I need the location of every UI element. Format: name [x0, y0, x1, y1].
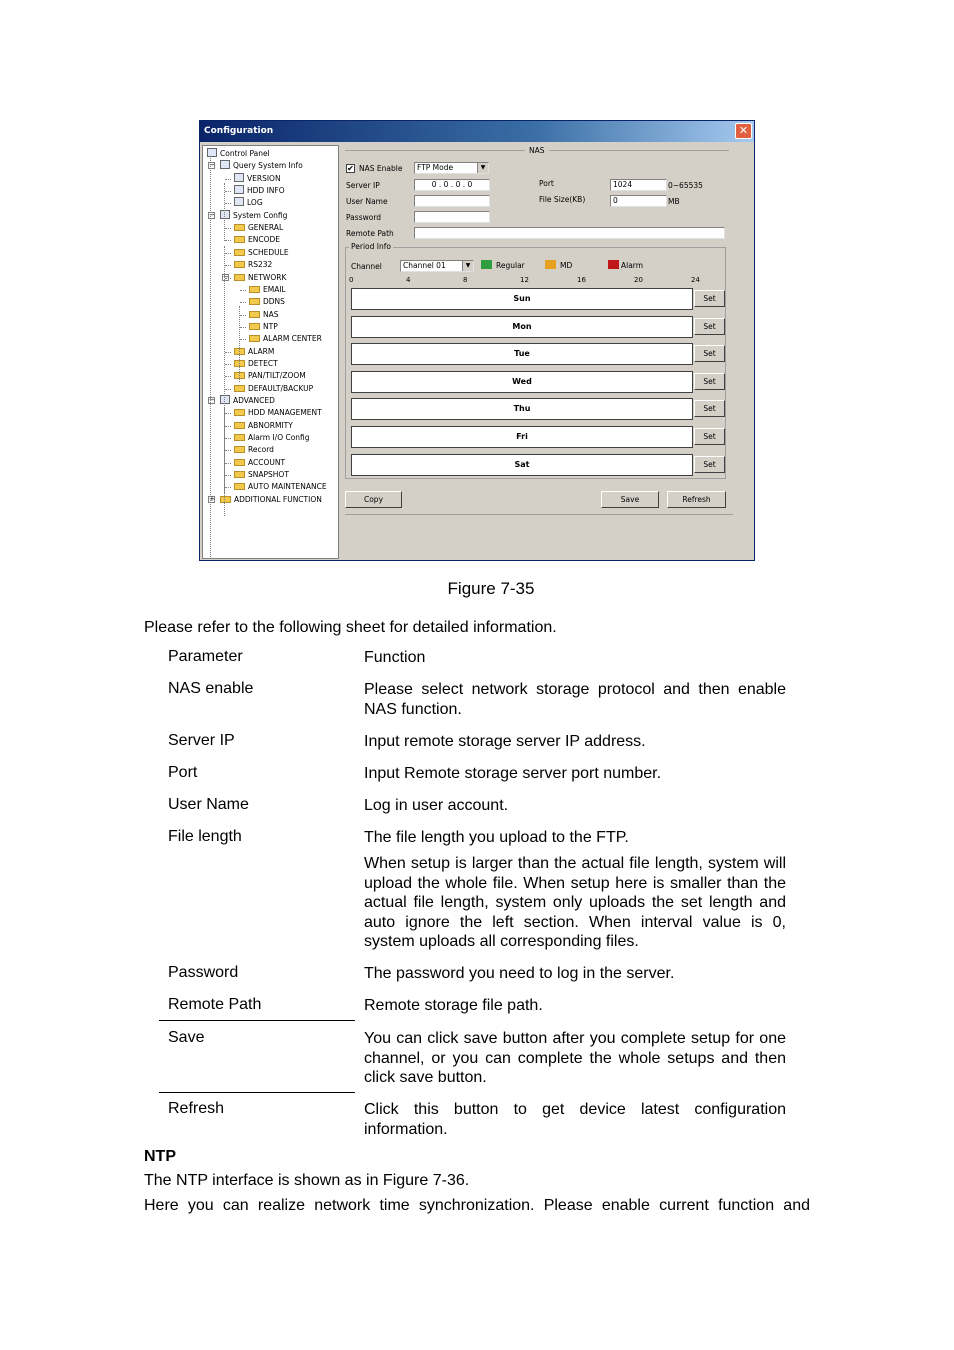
- remote-path-label: Remote Path: [346, 229, 394, 238]
- parameter-cell: Server IP: [168, 732, 235, 749]
- tree-item-label: ADVANCED: [233, 396, 275, 405]
- folder-icon: [249, 286, 260, 293]
- tree-connector: [225, 179, 231, 180]
- nas-section-title: NAS: [525, 146, 549, 155]
- hour-tick-label: 12: [520, 276, 529, 284]
- set-button[interactable]: Set: [694, 290, 725, 307]
- tree-item-label: Query System Info: [233, 161, 303, 171]
- tree-item-label: AUTO MAINTENANCE: [248, 482, 327, 492]
- tree-connector: [225, 352, 231, 353]
- collapse-icon[interactable]: −: [209, 396, 215, 404]
- password-input[interactable]: [414, 211, 490, 223]
- function-cell: The password you need to log in the server.: [364, 965, 675, 982]
- function-cell: Input remote storage server IP address.: [364, 733, 646, 750]
- server-ip-input[interactable]: 0 . 0 . 0 . 0: [414, 179, 490, 191]
- folder-icon: [249, 298, 260, 305]
- channel-value: Channel 01: [403, 261, 446, 270]
- tree-item[interactable]: [234, 222, 283, 234]
- day-schedule-bar[interactable]: Sat: [351, 454, 693, 476]
- alarm-swatch: [608, 260, 619, 269]
- function-cell: When setup is larger than the actual file length, system will upload the whole file. When setup here is smaller than the actual file length, system only uploads the set length and auto ignore the left section. When interval value is 0, system uploads all corresponding files.: [364, 855, 786, 950]
- tree-item-label: ADDITIONAL FUNCTION: [234, 494, 322, 504]
- tree-connector: [225, 278, 231, 279]
- folder-icon: [234, 483, 245, 490]
- tree-item-label: ALARM: [248, 346, 275, 356]
- channel-select[interactable]: [400, 260, 474, 272]
- parameter-cell: Parameter: [168, 648, 243, 665]
- parameter-cell: User Name: [168, 796, 249, 813]
- folder-icon: [234, 471, 245, 478]
- tree-item-label: SCHEDULE: [248, 247, 289, 257]
- tree-item[interactable]: [249, 321, 278, 333]
- tree-item[interactable]: [234, 173, 281, 185]
- folder-icon: [234, 274, 245, 281]
- folder-icon: [234, 422, 245, 429]
- collapse-icon[interactable]: −: [209, 161, 215, 170]
- function-cell: The file length you upload to the FTP.: [364, 829, 629, 846]
- tree-item-label: PAN/TILT/ZOOM: [248, 371, 306, 381]
- window-titlebar: [200, 121, 754, 142]
- port-label: Port: [539, 179, 554, 188]
- hour-tick-label: 20: [634, 276, 643, 284]
- tree-item-label: ENCODE: [248, 235, 281, 245]
- tree-item[interactable]: [220, 395, 275, 407]
- parameter-cell: Refresh: [168, 1100, 225, 1117]
- nas-enable-label: NAS Enable: [359, 164, 403, 173]
- folder-icon: [234, 409, 245, 416]
- parameter-cell: File length: [168, 828, 242, 845]
- tree-item-label: DETECT: [248, 358, 278, 368]
- tree-item[interactable]: [249, 284, 286, 296]
- tree-item[interactable]: [234, 358, 278, 370]
- file-size-label: File Size(KB): [539, 195, 586, 204]
- tree-item-label: Record: [248, 445, 274, 455]
- folder-icon: [234, 434, 245, 441]
- tree-connector: [225, 389, 231, 390]
- folder-icon: [249, 323, 260, 330]
- tree-item[interactable]: [234, 383, 313, 395]
- set-button[interactable]: Set: [694, 400, 725, 417]
- tree-item-label: GENERAL: [248, 223, 284, 233]
- nas-mode-value: FTP Mode: [417, 163, 454, 172]
- tree-item-label: EMAIL: [263, 284, 286, 294]
- tree-connector: [225, 376, 231, 377]
- user-name-input[interactable]: [414, 195, 490, 207]
- function-cell: Remote storage file path.: [364, 997, 543, 1014]
- tree-item[interactable]: [234, 247, 289, 259]
- save-button[interactable]: Save: [601, 491, 659, 508]
- file-size-input[interactable]: 0: [610, 195, 667, 207]
- tree-connector: [225, 228, 231, 229]
- table-divider: [159, 1020, 355, 1021]
- parameter-cell: Remote Path: [168, 996, 262, 1013]
- copy-button[interactable]: Copy: [345, 491, 402, 508]
- tree-item-label: ABNORMITY: [248, 420, 293, 430]
- tree-connector: [225, 364, 231, 365]
- tree-item-label: RS232: [248, 260, 273, 270]
- alarm-legend-label: Alarm: [621, 261, 644, 270]
- tree-item[interactable]: [234, 420, 293, 432]
- ntp-line-1: The NTP interface is shown as in Figure 7-36.: [144, 1172, 470, 1189]
- day-schedule-bar[interactable]: Thu: [351, 398, 693, 420]
- control-panel-tree[interactable]: [202, 145, 339, 559]
- tools-icon: [220, 395, 230, 404]
- folder-icon: [234, 261, 245, 268]
- tree-connector: [210, 158, 211, 559]
- tree-item[interactable]: [234, 197, 263, 209]
- refresh-button[interactable]: Refresh: [667, 491, 726, 508]
- tree-connector: [224, 183, 225, 241]
- tree-connector: [225, 191, 231, 192]
- parameter-cell: NAS enable: [168, 680, 254, 697]
- set-button[interactable]: Set: [694, 456, 725, 473]
- tree-connector: [225, 463, 231, 464]
- tree-connector: [225, 487, 231, 488]
- tree-item[interactable]: [234, 370, 306, 382]
- tree-connector: [225, 450, 231, 451]
- figure-caption: Figure 7-35: [447, 579, 535, 598]
- tree-connector: [225, 203, 231, 204]
- tree-item-label: LOG: [247, 198, 263, 208]
- set-button[interactable]: Set: [694, 428, 725, 445]
- tree-item[interactable]: [220, 160, 303, 172]
- tree-item[interactable]: [234, 234, 280, 246]
- tree-item-label: NAS: [263, 309, 279, 319]
- folder-icon: [234, 224, 245, 231]
- intro-text: Please refer to the following sheet for detailed information.: [144, 619, 557, 636]
- tree-item[interactable]: [249, 309, 279, 321]
- function-cell: You can click save button after you complete setup for one channel, or you can complete the whole setups and then click save button.: [364, 1030, 786, 1086]
- tree-item-label: System Config: [233, 210, 288, 220]
- tree-connector: [240, 315, 246, 316]
- tree-item-label: DEFAULT/BACKUP: [248, 383, 314, 393]
- tree-item[interactable]: [234, 407, 322, 419]
- tree-connector: [225, 413, 231, 414]
- notepad-icon: [234, 185, 244, 194]
- function-cell: Function: [364, 649, 426, 666]
- nas-mode-select[interactable]: [414, 162, 489, 174]
- monitor-icon: [207, 148, 217, 157]
- parameter-cell: Save: [168, 1029, 205, 1046]
- notepad-icon: [234, 173, 244, 182]
- nas-panel: [341, 145, 754, 559]
- tree-item-label: HDD INFO: [247, 186, 285, 196]
- tree-connector: [240, 290, 246, 291]
- port-range: 0~65535: [668, 181, 703, 190]
- tree-item-label: HDD MANAGEMENT: [248, 408, 322, 418]
- ntp-heading: NTP: [144, 1148, 176, 1165]
- bottom-divider: [345, 514, 733, 515]
- regular-swatch: [481, 260, 492, 269]
- folder-icon: [234, 446, 245, 453]
- regular-legend-label: Regular: [496, 261, 525, 270]
- tree-item-label: VERSION: [247, 173, 281, 183]
- configuration-window: [199, 120, 755, 561]
- folder-icon: [234, 385, 245, 392]
- table-divider: [159, 1092, 355, 1093]
- day-schedule-bar[interactable]: Sun: [351, 288, 693, 310]
- tree-item-label: SNAPSHOT: [248, 470, 289, 480]
- day-schedule-bar[interactable]: Wed: [351, 371, 693, 393]
- hour-tick-label: 8: [463, 276, 468, 284]
- tree-item[interactable]: [234, 469, 289, 481]
- tree-connector: [225, 426, 231, 427]
- tree-item-label: NTP: [263, 321, 278, 331]
- function-cell: Log in user account.: [364, 797, 509, 814]
- config-icon: [220, 210, 230, 219]
- tree-item-label: DDNS: [263, 297, 285, 307]
- folder-icon: [234, 236, 245, 243]
- hour-tick-label: 16: [577, 276, 586, 284]
- chevron-down-icon[interactable]: ▼: [462, 261, 473, 271]
- tree-connector: [225, 475, 231, 476]
- set-button[interactable]: Set: [694, 373, 725, 390]
- tree-connector: [225, 240, 231, 241]
- tree-item-label: ALARM CENTER: [263, 334, 322, 344]
- tree-item[interactable]: [220, 494, 322, 506]
- tree-connector: [240, 327, 246, 328]
- tree-connector: [225, 265, 231, 266]
- tree-connector: [240, 339, 246, 340]
- hour-tick-label: 4: [406, 276, 411, 284]
- function-cell: Input Remote storage server port number.: [364, 765, 662, 782]
- tree-item[interactable]: [234, 432, 310, 444]
- port-input[interactable]: 1024: [610, 179, 667, 191]
- nas-enable-checkbox[interactable]: ✔: [347, 164, 354, 173]
- tree-connector: [224, 407, 225, 493]
- hour-tick-label: 24: [691, 276, 700, 284]
- tree-item[interactable]: [234, 444, 274, 456]
- tree-item[interactable]: [249, 296, 285, 308]
- notepad-icon: [220, 160, 230, 169]
- ntp-line-2: Here you can realize network time synchronization. Please enable current function and: [144, 1197, 810, 1214]
- folder-icon: [249, 311, 260, 318]
- close-icon[interactable]: ✕: [735, 123, 752, 139]
- tree-item[interactable]: [249, 333, 322, 345]
- notepad-icon: [234, 197, 244, 206]
- function-cell: Please select network storage protocol and then enable NAS function.: [364, 681, 786, 718]
- period-info-label: Period Info: [351, 242, 391, 251]
- collapse-icon[interactable]: −: [209, 210, 215, 219]
- window-title: Configuration: [204, 126, 274, 136]
- remote-path-input[interactable]: [414, 227, 725, 239]
- file-size-unit: MB: [668, 197, 680, 206]
- folder-icon: [234, 459, 245, 466]
- tree-item-label: Control Panel: [220, 149, 270, 158]
- tree-item[interactable]: [234, 481, 327, 493]
- set-button[interactable]: Set: [694, 318, 725, 335]
- tree-item[interactable]: [234, 272, 286, 284]
- chevron-down-icon[interactable]: ▼: [477, 163, 488, 173]
- tree-item[interactable]: [234, 185, 285, 197]
- tree-item[interactable]: [234, 259, 272, 271]
- day-schedule-bar[interactable]: Mon: [351, 316, 693, 338]
- day-schedule-bar[interactable]: Fri: [351, 426, 693, 448]
- tree-connector: [240, 302, 246, 303]
- user-name-label: User Name: [346, 197, 388, 206]
- hour-tick-label: 0: [349, 276, 354, 284]
- server-ip-label: Server IP: [346, 181, 380, 190]
- tree-connector: [239, 306, 240, 382]
- tree-connector: [225, 438, 231, 439]
- tree-item-label: NETWORK: [248, 272, 287, 282]
- tree-connector: [225, 253, 231, 254]
- tree-item[interactable]: [207, 148, 270, 160]
- tree-item[interactable]: [234, 457, 285, 469]
- collapse-icon[interactable]: −: [223, 272, 229, 281]
- md-legend-label: MD: [560, 261, 573, 270]
- function-cell: Click this button to get device latest configuration information.: [364, 1101, 786, 1138]
- channel-label: Channel: [351, 262, 382, 271]
- parameter-cell: Password: [168, 964, 239, 981]
- folder-icon: [234, 249, 245, 256]
- day-schedule-bar[interactable]: Tue: [351, 343, 693, 365]
- set-button[interactable]: Set: [694, 345, 725, 362]
- tree-item[interactable]: [220, 210, 287, 222]
- password-label: Password: [346, 213, 382, 222]
- tree-item-label: ACCOUNT: [248, 457, 286, 467]
- tree-item[interactable]: [234, 346, 274, 358]
- folder-icon: [220, 496, 231, 503]
- folder-icon: [249, 335, 260, 342]
- parameter-cell: Port: [168, 764, 198, 781]
- md-swatch: [545, 260, 556, 269]
- tree-item-label: Alarm I/O Config: [248, 433, 310, 443]
- expand-icon[interactable]: +: [209, 494, 215, 503]
